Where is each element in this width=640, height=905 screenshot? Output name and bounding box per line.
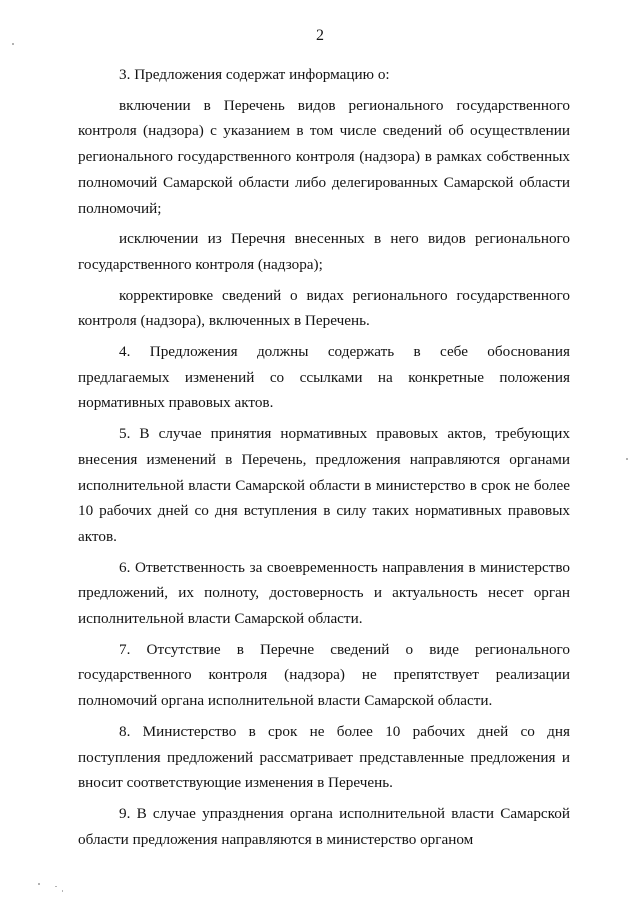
paragraph-9: 9. В случае упразднения органа исполнительной власти Самарской области предложения направляются в министерство органом [78,804,570,848]
paragraph-3-exclusion: исключении из Перечня внесенных в него видов регионального государственного контроля (надзора); [78,230,570,273]
paragraph-8: 8. Министерство в срок не более 10 рабочих дней со дня поступления предложений рассматривает представленные предложения и вносит соответствующие изменения в Перечень. [78,722,570,792]
scan-speck [55,886,57,887]
scan-speck [38,883,40,885]
scan-speck [62,890,63,892]
paragraph-6: 6. Ответственность за своевременность направления в министерство предложений, их полноту, достоверность и актуальность несет орган исполнительной власти Самарской области. [78,558,570,628]
page-number: 2 [316,27,324,44]
paragraph-3-correction: корректировке сведений о видах регионального государственного контроля (надзора), включенных в Перечень. [78,286,570,330]
paragraph-3-intro: 3. Предложения содержат информацию о: [119,66,390,83]
paragraph-7: 7. Отсутствие в Перечне сведений о виде регионального государственного контроля (надзора) не препятствует реализации полномочий органа исполнительной власти Самарской области. [78,640,570,710]
paragraph-4: 4. Предложения должны содержать в себе обоснования предлагаемых изменений со ссылками на конкретные положения нормативных правовых актов. [78,343,570,412]
scan-speck [12,43,14,45]
paragraph-5: 5. В случае принятия нормативных правовых актов, требующих внесения изменений в Перечень, предложения направляются органами исполнительной власти Самарской области в министерство в срок не более 10 рабочих дней со дня вступления в силу таких нормативных правовых актов. [78,425,570,545]
document-body [78,62,570,857]
scan-speck [626,458,628,460]
paragraph-3-inclusion: включении в Перечень видов регионального государственного контроля (надзора) с указанием в том числе сведений об осуществлении регионального государственного контроля (надзора) в рамках собственных полномочий Самарской области либо делегированных Самарской области полномочий; [78,96,570,217]
